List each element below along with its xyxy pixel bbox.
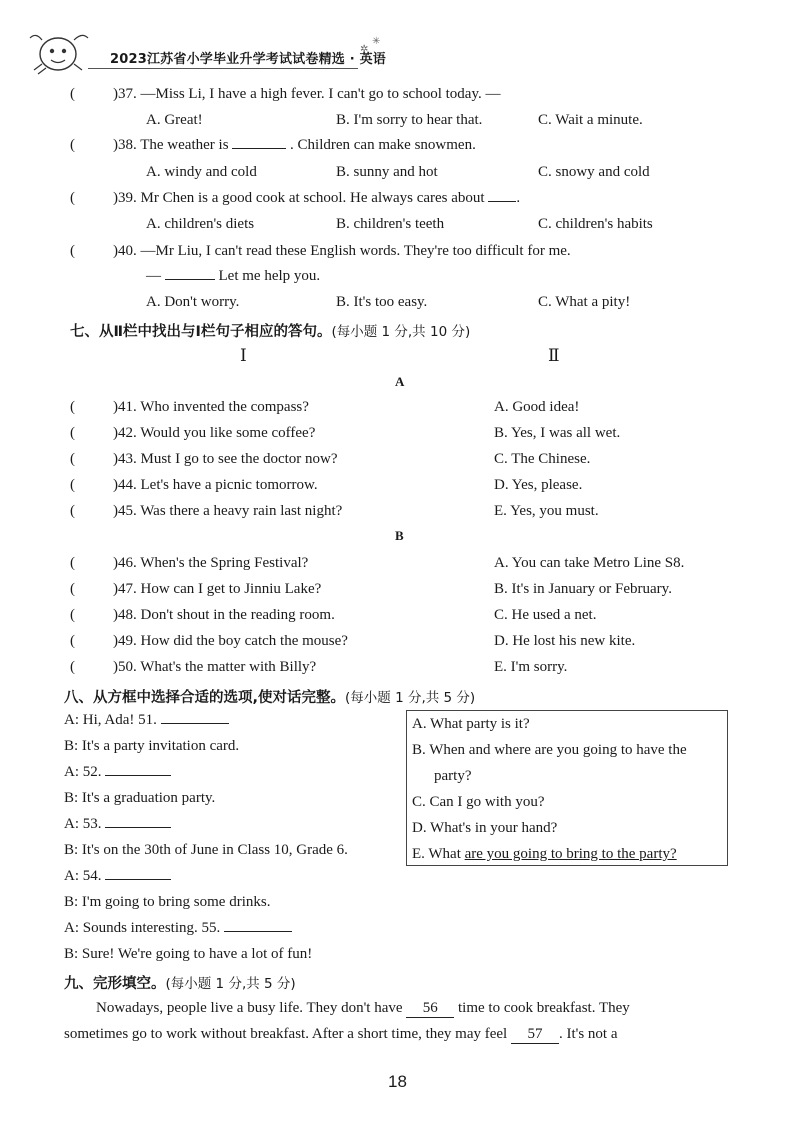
matching-answer: D. Yes, please. [494,477,583,493]
matching-question: )44. Let's have a picnic tomorrow. [113,477,318,493]
answer-paren: ( [70,137,75,153]
section-8-title: 八、从方框中选择合适的选项,使对话完整。(每小题 1 分,共 5 分) [64,690,476,706]
section-7-title: 七、从Ⅱ栏中找出与Ⅰ栏句子相应的答句。(每小题 1 分,共 10 分) [70,324,471,340]
q40-option-a: A. Don't worry. [146,294,240,310]
answer-blank[interactable] [105,868,171,880]
answer-blank[interactable] [232,137,286,149]
matching-question: )50. What's the matter with Billy? [113,659,317,675]
q38-option-a: A. windy and cold [146,164,257,180]
answer-paren: ( [70,477,75,493]
column-1-label: Ⅰ [240,346,247,365]
page-header [22,22,782,82]
option-a: A. What party is it? [412,716,530,732]
q39-option-b: B. children's teeth [336,216,445,232]
q40-stem: )40. —Mr Liu, I can't read these English words. They're too difficult for me. [113,243,571,259]
answer-blank[interactable] [488,190,516,202]
q39-option-c: C. children's habits [538,216,653,232]
dialog-line: B: Sure! We're going to have a lot of fun! [64,946,313,962]
dialog-line: B: It's a party invitation card. [64,738,240,754]
dialog-line: B: I'm going to bring some drinks. [64,894,271,910]
answer-blank[interactable] [224,920,292,932]
answer-blank[interactable] [165,268,215,280]
cloze-blank-56[interactable]: 56 [406,1000,454,1018]
q40-option-c: C. What a pity! [538,294,631,310]
q39-stem: )39. Mr Chen is a good cook at school. He always cares about . [113,190,521,206]
answer-paren: ( [70,555,75,571]
q40-option-b: B. It's too easy. [336,294,428,310]
answer-paren: ( [70,607,75,623]
cloze-line-1: Nowadays, people live a busy life. They don't have 56 time to cook breakfast. They [96,1000,630,1016]
matching-answer: A. You can take Metro Line S8. [494,555,685,571]
matching-answer: C. He used a net. [494,607,597,623]
answer-paren: ( [70,503,75,519]
q38-option-b: B. sunny and hot [336,164,438,180]
cartoon-logo-icon [28,30,90,76]
matching-question: )49. How did the boy catch the mouse? [113,633,348,649]
matching-question: )46. When's the Spring Festival? [113,555,309,571]
answer-paren: ( [70,86,75,102]
matching-answer: A. Good idea! [494,399,580,415]
matching-answer: E. Yes, you must. [494,503,599,519]
dialog-line: A: 53. [64,816,171,833]
answer-blank[interactable] [105,764,171,776]
answer-paren: ( [70,190,75,206]
option-b-cont: party? [434,768,472,784]
answer-paren: ( [70,633,75,649]
dialog-line: A: 52. [64,764,171,781]
answer-paren: ( [70,243,75,259]
matching-answer: D. He lost his new kite. [494,633,636,649]
matching-answer: B. It's in January or February. [494,581,672,597]
matching-question: )45. Was there a heavy rain last night? [113,503,343,519]
dialog-line: A: 54. [64,868,171,885]
option-e: E. What are you going to bring to the party? [412,846,677,862]
matching-answer: C. The Chinese. [494,451,591,467]
cloze-line-2: sometimes go to work without breakfast. After a short time, they may feel 57 . It's not a [64,1026,618,1042]
answer-paren: ( [70,399,75,415]
group-a-label: A [395,374,405,389]
answer-paren: ( [70,451,75,467]
header-rule [88,68,358,69]
matching-answer: E. I'm sorry. [494,659,568,675]
matching-question: )43. Must I go to see the doctor now? [113,451,338,467]
matching-question: )47. How can I get to Jinniu Lake? [113,581,322,597]
option-c: C. Can I go with you? [412,794,545,810]
answer-blank[interactable] [161,712,229,724]
page-number: 18 [388,1072,407,1091]
q39-option-a: A. children's diets [146,216,255,232]
column-2-label: Ⅱ [548,346,560,365]
matching-question: )48. Don't shout in the reading room. [113,607,335,623]
section-9-title: 九、完形填空。(每小题 1 分,共 5 分) [64,976,296,992]
answer-paren: ( [70,659,75,675]
cloze-blank-57[interactable]: 57 [511,1026,559,1044]
option-d: D. What's in your hand? [412,820,558,836]
star-icon: ✳ [372,36,381,47]
dialog-line: B: It's a graduation party. [64,790,216,806]
q40-stem-line2: — Let me help you. [146,268,321,284]
q37-option-c: C. Wait a minute. [538,112,643,128]
header-title: 2023江苏省小学毕业升学考试试卷精选 · 英语 [110,52,386,67]
matching-answer: B. Yes, I was all wet. [494,425,621,441]
q37-option-a: A. Great! [146,112,203,128]
dialog-line: B: It's on the 30th of June in Class 10, Grade 6. [64,842,348,858]
dialog-line: A: Sounds interesting. 55. [64,920,292,937]
answer-paren: ( [70,425,75,441]
q37-stem: )37. —Miss Li, I have a high fever. I can't go to school today. — [113,86,501,102]
answer-paren: ( [70,581,75,597]
matching-question: )41. Who invented the compass? [113,399,309,415]
group-b-label: B [395,528,404,543]
answer-blank[interactable] [105,816,171,828]
q37-option-b: B. I'm sorry to hear that. [336,112,483,128]
options-box-top [406,710,728,711]
q38-stem: )38. The weather is . Children can make snowmen. [113,137,476,153]
option-b: B. When and where are you going to have the [412,742,687,758]
dialog-line: A: Hi, Ada! 51. [64,712,229,729]
options-box [406,710,728,866]
star-icon: ✲ [360,44,369,55]
q38-option-c: C. snowy and cold [538,164,650,180]
matching-question: )42. Would you like some coffee? [113,425,316,441]
